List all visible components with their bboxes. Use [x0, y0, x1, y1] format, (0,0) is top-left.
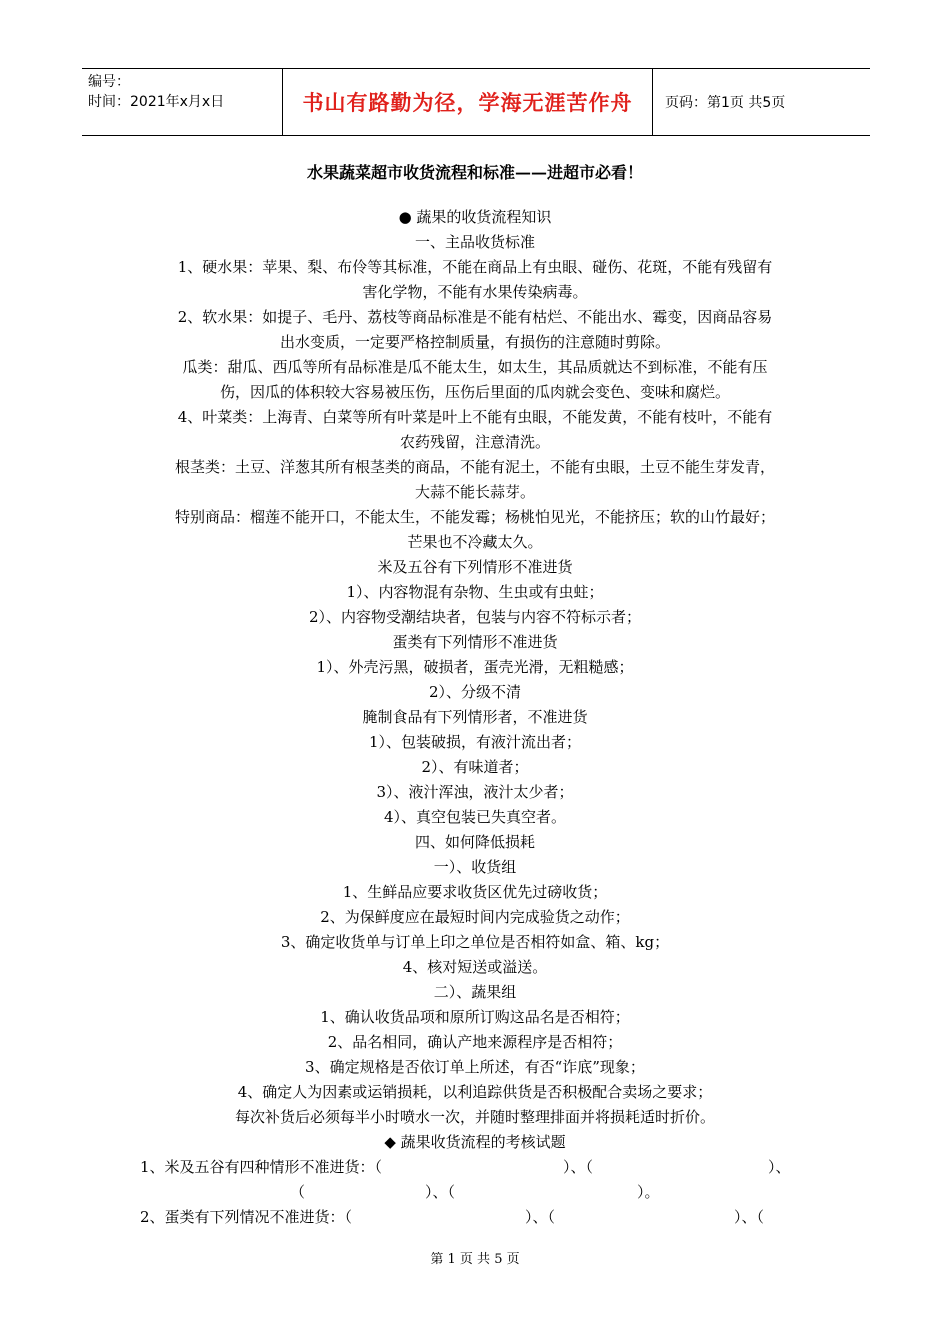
body-line: 2）、分级不清 [428, 683, 522, 701]
header-left-cell [82, 69, 282, 135]
body-line: 4）、真空包装已失真空者。 [383, 808, 567, 826]
quiz-question-2 [140, 1205, 810, 1230]
quiz-text: ）、（ [525, 1208, 556, 1226]
body-line: 大蒜不能长蒜芽。 [414, 483, 535, 501]
document-title: 水果蔬菜超市收货流程和标准——进超市必看！ [306, 163, 643, 182]
body-line: 3、确定收货单与订单上印之单位是否相符如盒、箱、kg； [280, 933, 670, 951]
body-line: 出水变质，一定要严格控制质量，有损伤的注意随时剪除。 [279, 333, 670, 351]
body-line: 特别商品：榴莲不能开口，不能太生，不能发霉；杨桃怕见光，不能挤压；软的山竹最好； [174, 508, 775, 526]
quiz-text: 1、米及五谷有四种情形不准进货：（ [140, 1158, 383, 1176]
body-line: 2、为保鲜度应在最短时间内完成验货之动作； [320, 908, 630, 926]
body-line: 根茎类：土豆、洋葱其所有根茎类的商品，不能有泥土，不能有虫眼，土豆不能生芽发青， [174, 458, 775, 476]
page-info: 页码：第1页 共5页 [665, 95, 786, 111]
quiz-question-1-cont [140, 1180, 810, 1205]
body-line: 腌制食品有下列情形者，不准进货 [362, 708, 588, 726]
section-heading: ◆ 蔬果收货流程的考核试题 [384, 1133, 566, 1151]
subsection-heading: 四、如何降低损耗 [414, 833, 535, 851]
time-label: 时间：2021年x月x日 [88, 94, 225, 110]
body-line: 二）、蔬果组 [433, 983, 517, 1001]
body-line: 一）、收货组 [433, 858, 517, 876]
quiz-section [140, 1155, 810, 1230]
body-line: 2）、内容物受潮结块者，包装与内容不符标示者； [308, 608, 642, 626]
body-line: 蛋类有下列情形不准进货 [392, 633, 558, 651]
number-label: 编号： [88, 74, 130, 90]
quiz-question-1 [140, 1155, 810, 1180]
header-motto-cell [282, 69, 653, 135]
body-line: 2、软水果：如提子、毛丹、荔枝等商品标准是不能有枯烂、不能出水、霉变，因商品容易 [177, 308, 773, 326]
quiz-text: ）。 [637, 1183, 660, 1201]
body-line: 1）、内容物混有杂物、生虫或有虫蛀； [346, 583, 604, 601]
body-line: 米及五谷有下列情形不准进货 [377, 558, 573, 576]
body-line: 4、确定人为因素或运销损耗，以利追踪供货是否积极配合卖场之要求； [237, 1083, 713, 1101]
body-line: 3、确定规格是否依订单上所述，有否“诈底”现象； [305, 1058, 645, 1076]
quiz-text: ）、（ [563, 1158, 594, 1176]
page-footer: 第 1 页 共 5 页 [430, 1252, 520, 1267]
section-heading: ● 蔬果的收货流程知识 [398, 208, 552, 226]
body-line: 1）、包装破损，有液汁流出者； [368, 733, 582, 751]
body-line: 1）、外壳污黑，破损者，蛋壳光滑，无粗糙感； [316, 658, 634, 676]
motto-text: 书山有路勤为径，学海无涯苦作舟 [302, 90, 633, 115]
body-line: 瓜类：甜瓜、西瓜等所有品标准是瓜不能太生，如太生，其品质就达不到标准，不能有压 [182, 358, 768, 376]
body-line: 2、品名相同，确认产地来源程序是否相符； [327, 1033, 623, 1051]
header-page-cell [653, 69, 870, 135]
body-line: 伤，因瓜的体积较大容易被压伤，压伤后里面的瓜肉就会变色、变味和腐烂。 [219, 383, 730, 401]
body-line: 3）、液汁浑浊，液汁太少者； [376, 783, 574, 801]
body-line: 芒果也不冷藏太久。 [407, 533, 543, 551]
quiz-text: ）、（ [425, 1183, 456, 1201]
body-line: 每次补货后必须每半小时喷水一次，并随时整理排面并将损耗适时折价。 [234, 1108, 715, 1126]
document-body [140, 205, 810, 1155]
body-line: 4、核对短送或溢送。 [402, 958, 548, 976]
body-line: 1、确认收货品项和原所订购这品名是否相符； [320, 1008, 630, 1026]
header-table [82, 68, 870, 136]
subsection-heading: 一、主品收货标准 [414, 233, 535, 251]
quiz-text: ）、（ [734, 1208, 765, 1226]
body-line: 农药残留，注意清洗。 [399, 433, 550, 451]
quiz-text: ）、 [768, 1158, 791, 1176]
quiz-text: 2、蛋类有下列情况不准进货：（ [140, 1208, 353, 1226]
body-line: 1、生鲜品应要求收货区优先过磅收货； [342, 883, 608, 901]
body-line: 1、硬水果：苹果、梨、布伶等其标准，不能在商品上有虫眼、碰伤、花斑，不能有残留有 [177, 258, 773, 276]
body-line: 害化学物，不能有水果传染病毒。 [362, 283, 588, 301]
body-line: 2）、有味道者； [421, 758, 529, 776]
quiz-text: （ [290, 1183, 306, 1201]
body-line: 4、叶菜类：上海青、白菜等所有叶菜是叶上不能有虫眼，不能发黄，不能有枝叶，不能有 [177, 408, 773, 426]
